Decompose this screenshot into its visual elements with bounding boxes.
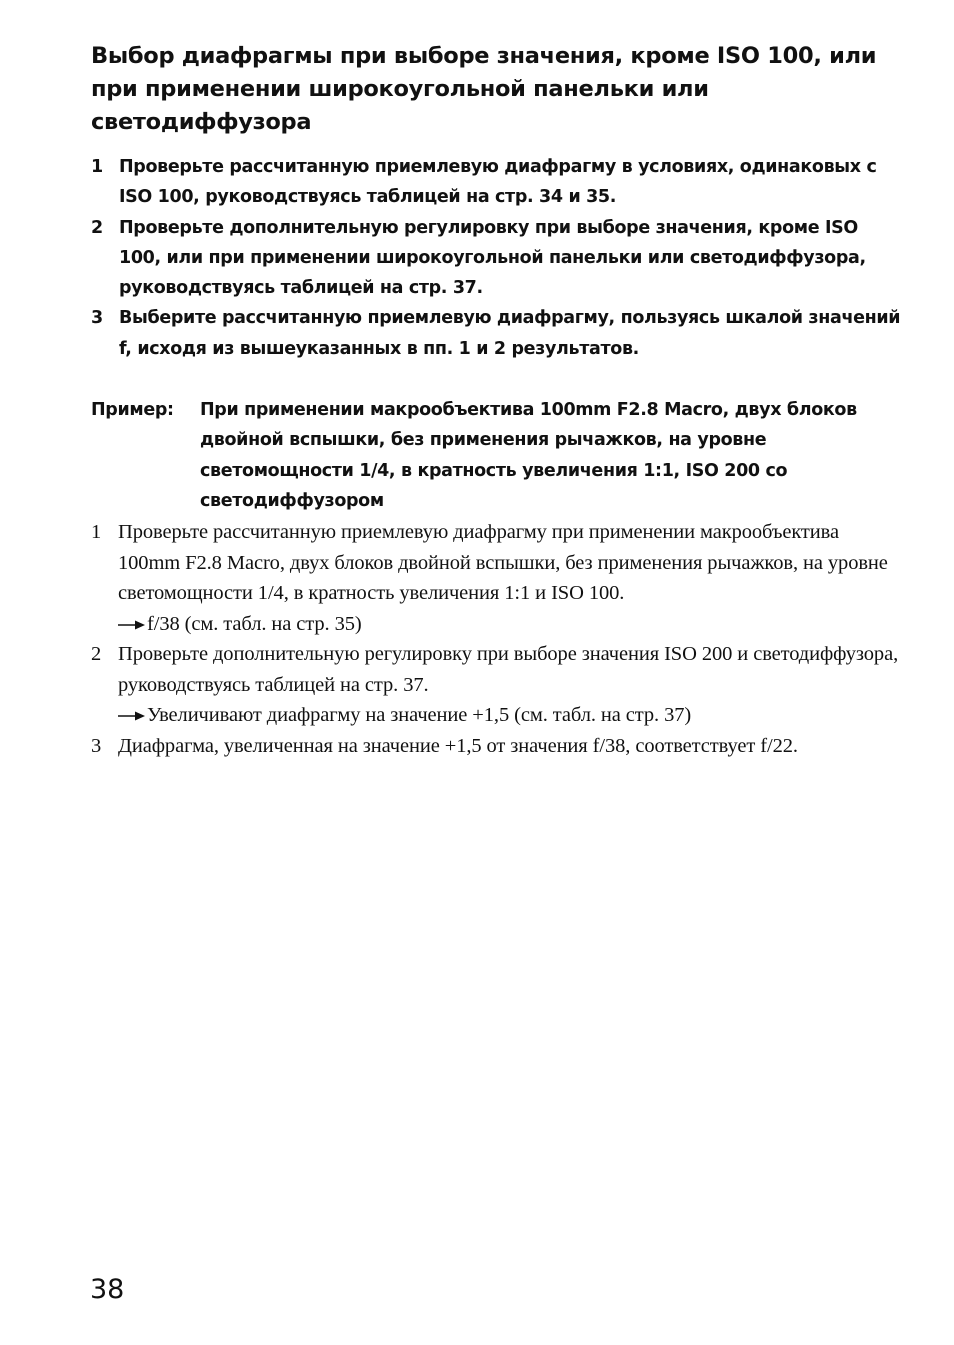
step-number: 2 <box>91 217 103 238</box>
step-text: Диафрагма, увеличенная на значение +1,5 от значения f/38, соответствует f/22. <box>118 734 798 757</box>
example-step-2 <box>91 639 901 731</box>
step-number: 2 <box>91 643 102 665</box>
example-step-1 <box>91 517 901 639</box>
example-label: Пример: <box>91 400 174 420</box>
step-number: 3 <box>91 308 103 329</box>
example-steps <box>91 517 901 761</box>
step-result: f/38 (см. табл. на стр. 35) <box>147 612 362 635</box>
example-text: При применении макрообъектива 100mm F2.8 Macro, двух блоков двойной вспышки, без применения рычажков, на уровне светомощности 1/4, в кратность увеличения 1:1, ISO 200 со светодиффузором <box>200 400 857 511</box>
example-step-3 <box>91 731 901 762</box>
step-number: 1 <box>91 521 102 543</box>
procedure-step-2 <box>91 213 901 304</box>
page-number: 38 <box>90 1274 125 1305</box>
step-number: 3 <box>91 734 102 757</box>
step-text: Проверьте дополнительную регулировку при выборе значения ISO 200 и светодиффузора, руководствуясь таблицей на стр. 37. <box>118 643 899 696</box>
step-text: Проверьте рассчитанную приемлевую диафрагму при применении макрообъектива 100mm F2.8 Macro, двух блоков двойной вспышки, без применения рычажков, на уровне светомощности 1/4, в кратность увеличения 1:1 и ISO 100. <box>118 521 888 604</box>
right-arrow-icon <box>118 710 146 722</box>
step-result: Увеличивают диафрагму на значение +1,5 (см. табл. на стр. 37) <box>147 704 692 726</box>
right-arrow-icon <box>118 619 146 631</box>
step-text: Проверьте рассчитанную приемлевую диафрагму в условиях, одинаковых с ISO 100, руководствуясь таблицей на стр. 34 и 35. <box>119 157 877 208</box>
procedure-steps <box>91 152 901 364</box>
section-heading: Выбор диафрагмы при выборе значения, кроме ISO 100, или при применении широкоугольной панельки или светодиффузора <box>91 43 877 135</box>
example-block <box>91 395 891 516</box>
step-text: Выберите рассчитанную приемлевую диафрагму, пользуясь шкалой значений f, исходя из вышеуказанных в пп. 1 и 2 результатов. <box>119 308 901 359</box>
step-text: Проверьте дополнительную регулировку при выборе значения, кроме ISO 100, или при применении широкоугольной панельки или светодиффузора, руководствуясь таблицей на стр. 37. <box>119 217 866 299</box>
step-number: 1 <box>91 157 103 177</box>
procedure-step-1 <box>91 152 901 213</box>
procedure-step-3 <box>91 303 901 364</box>
